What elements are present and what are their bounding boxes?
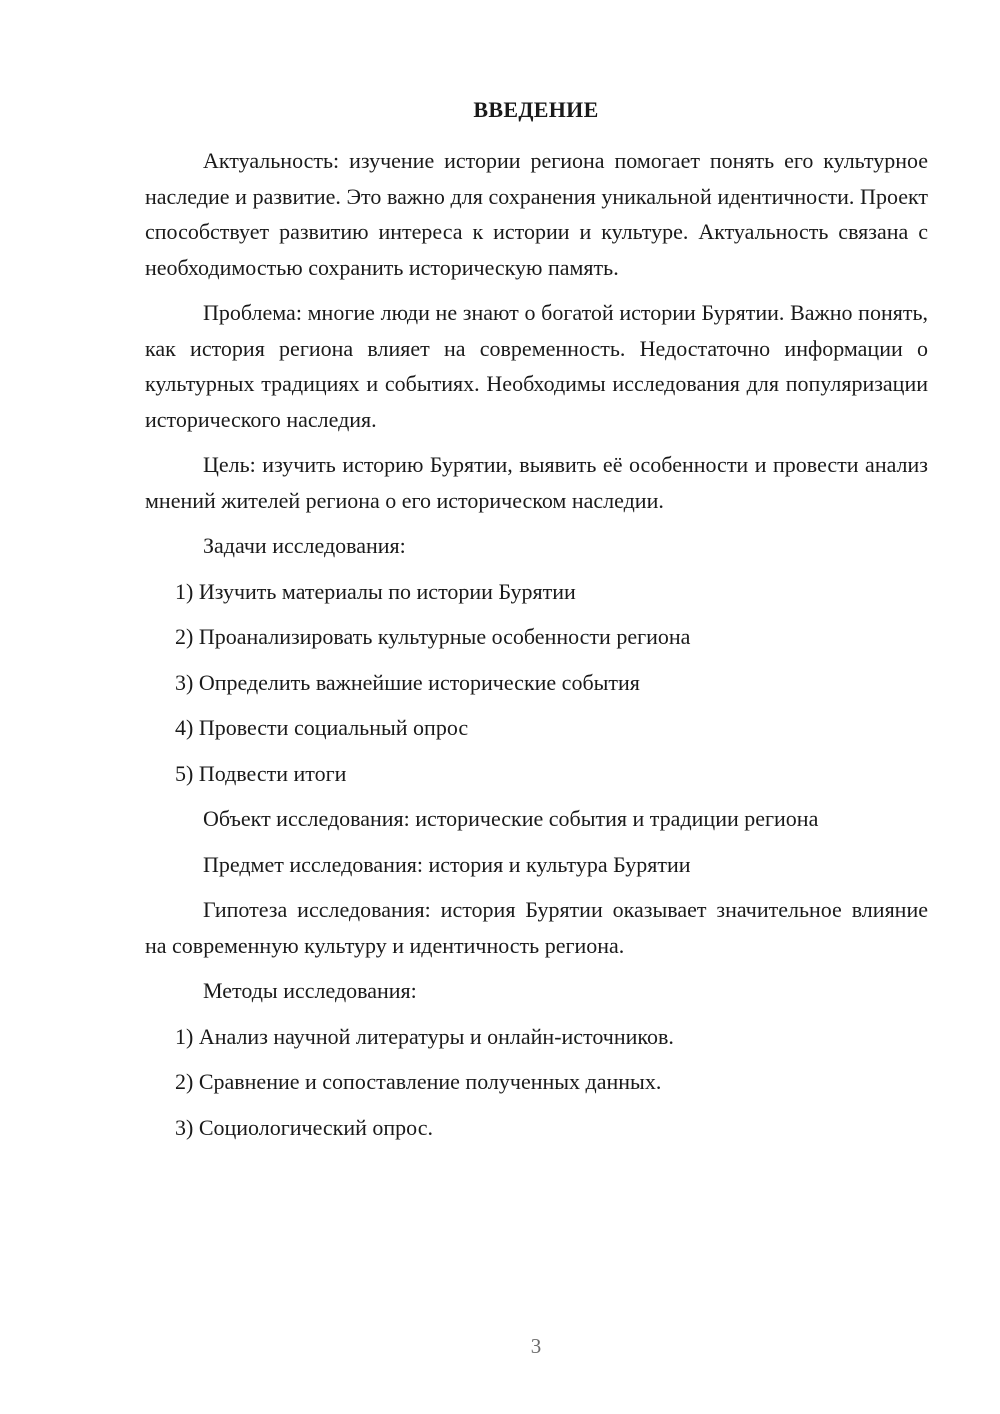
subject-paragraph: Предмет исследования: история и культура Бурятии <box>203 851 691 877</box>
methods-heading: Методы исследования: <box>203 978 417 1003</box>
problem-paragraph: Проблема: многие люди не знают о богатой истории Бурятии. Важно понять, как история региона влияет на современность. Недостаточно информации о культурных традициях и событиях. Необходимы исследования для популяризации исторического наследия. <box>145 300 928 432</box>
task-item: 2) Проанализировать культурные особенности региона <box>175 624 691 649</box>
hypothesis-paragraph: Гипотеза исследования: история Бурятии оказывает значительное влияние на современную культуру и идентичность региона. <box>145 897 928 958</box>
tasks-heading: Задачи исследования: <box>203 533 406 558</box>
method-item: 3) Социологический опрос. <box>175 1114 433 1140</box>
goal-paragraph: Цель: изучить историю Бурятии, выявить её особенности и провести анализ мнений жителей региона о его историческом наследии. <box>145 452 928 513</box>
page-number: 3 <box>530 1334 542 1358</box>
method-item: 1) Анализ научной литературы и онлайн-источников. <box>175 1023 674 1049</box>
method-item: 2) Сравнение и сопоставление полученных данных. <box>175 1069 662 1094</box>
page-title: ВВЕДЕНИЕ <box>473 97 599 122</box>
task-item: 5) Подвести итоги <box>175 760 347 786</box>
task-item: 1) Изучить материалы по истории Бурятии <box>175 578 576 604</box>
relevance-paragraph: Актуальность: изучение истории региона помогает понять его культурное наследие и развитие. Это важно для сохранения уникальной идентичности. Проект способствует развитию интереса к истории и культуре. Актуальность связана с необходимостью сохранить историческую память. <box>145 148 928 280</box>
task-item: 3) Определить важнейшие исторические события <box>175 669 640 695</box>
task-item: 4) Провести социальный опрос <box>175 715 469 740</box>
object-paragraph: Объект исследования: исторические события и традиции региона <box>203 806 819 831</box>
document-body <box>145 143 928 1155</box>
